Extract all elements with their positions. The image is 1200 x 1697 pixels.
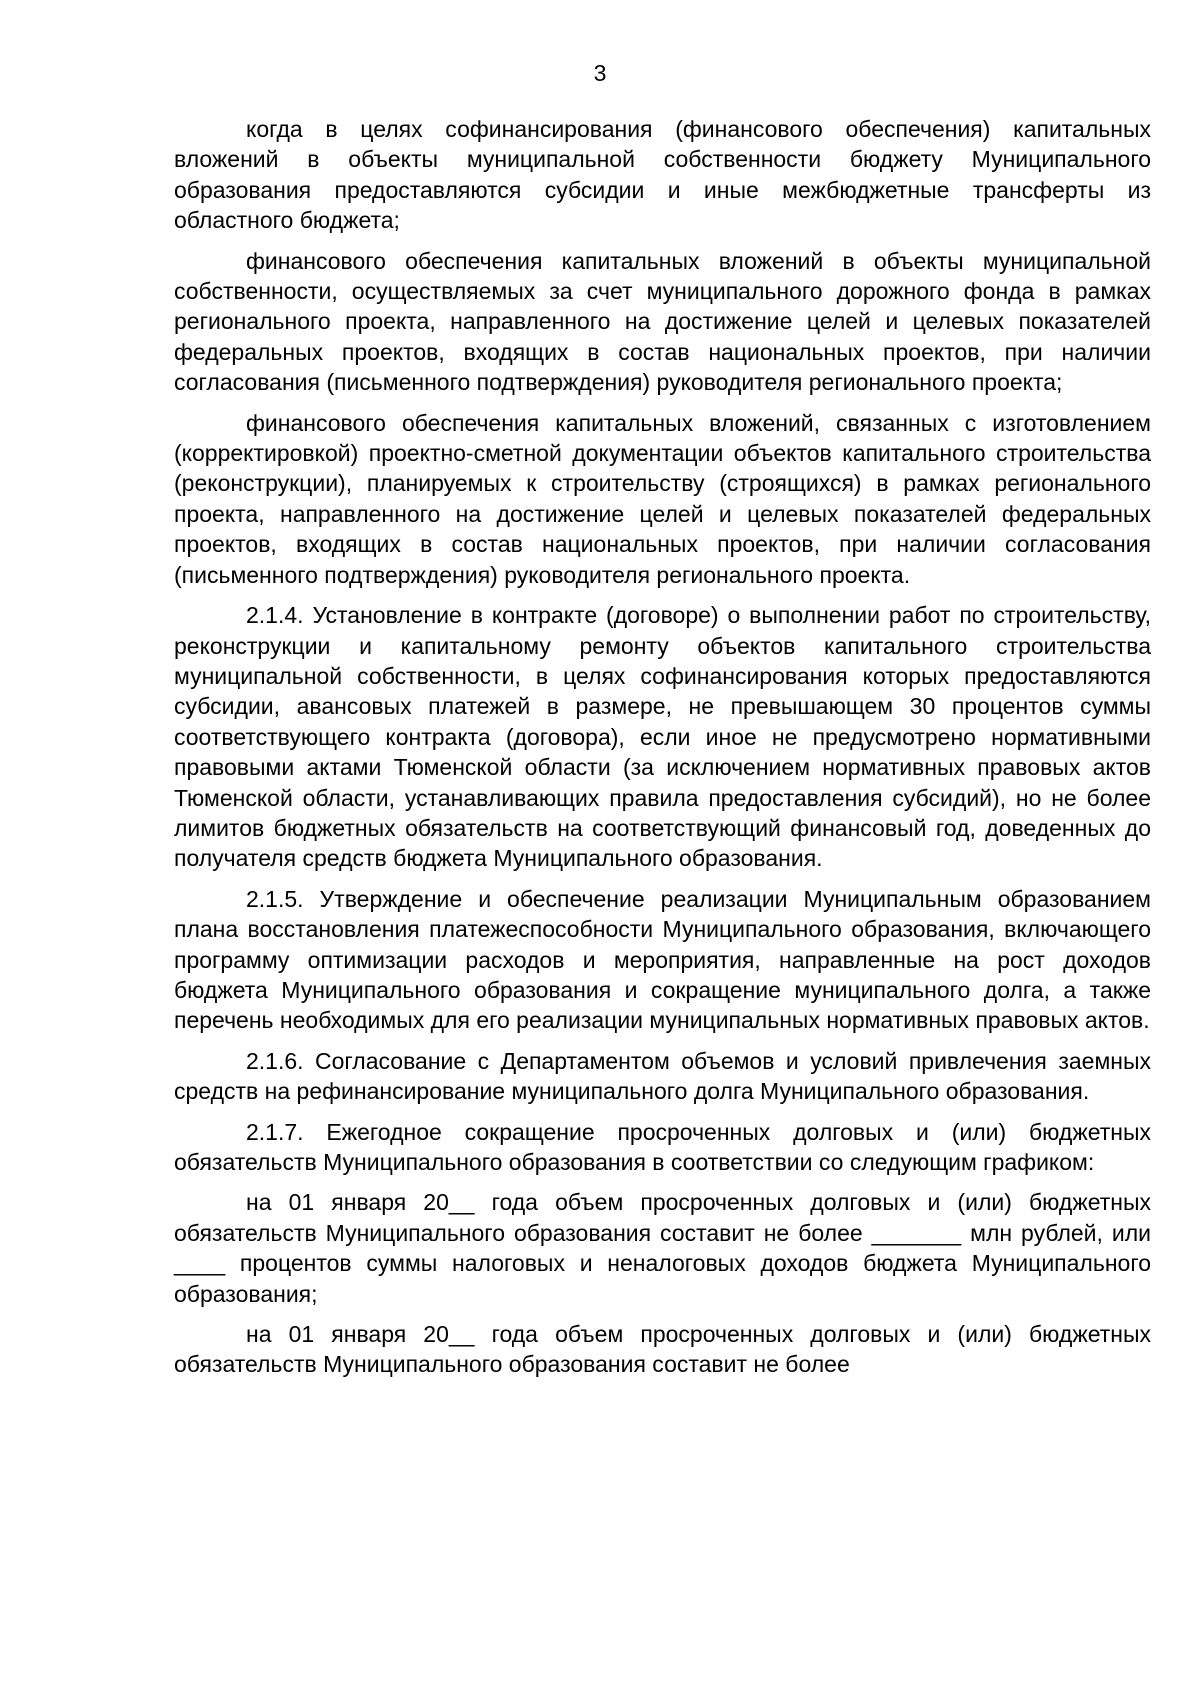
document-body xyxy=(174,114,1151,1390)
paragraph-schedule-item-2: на 01 января 20__ года объем просроченных долговых и (или) бюджетных обязательств Муниципального образования составит не более xyxy=(174,1321,1151,1378)
paragraph-2-1-6: 2.1.6. Согласование с Департаментом объемов и условий привлечения заемных средств на рефинансирование муниципального долга Муниципального образования. xyxy=(174,1047,1151,1105)
paragraph-cofinancing: когда в целях софинансирования (финансового обеспечения) капитальных вложений в объекты муниципальной собственности бюджету Муниципального образования предоставляются субсидии и иные межбюджетные трансферты из областного бюджета; xyxy=(174,116,1151,234)
paragraph-road-fund: финансового обеспечения капитальных вложений в объекты муниципальной собственности, осуществляемых за счет муниципального дорожного фонда в рамках регионального проекта, направленного на достижение целей и целевых показателей федеральных проектов, входящих в состав национальных проектов, при наличии согласования (письменного подтверждения) руководителя регионального проекта; xyxy=(174,247,1151,396)
paragraph-2-1-4: 2.1.4. Установление в контракте (договоре) о выполнении работ по строительству, реконструкции и капитальному ремонту объектов капитального строительства муниципальной собственности, в целях софинансирования которых предоставляются субсидии, авансовых платежей в размере, не превышающем 30 процентов суммы соответствующего контракта (договора), если иное не предусмотрено нормативными правовыми актами Тюменской области (за исключением нормативных правовых актов Тюменской области, устанавливающих правила предоставления субсидий), но не более лимитов бюджетных обязательств на соответствующий финансовый год, доведенных до получателя средств бюджета Муниципального образования. xyxy=(174,602,1151,872)
paragraph-2-1-5: 2.1.5. Утверждение и обеспечение реализации Муниципальным образованием плана восстановления платежеспособности Муниципального образования, включающего программу оптимизации расходов и мероприятия, направленные на рост доходов бюджета Муниципального образования и сокращение муниципального долга, а также перечень необходимых для его реализации муниципальных нормативных правовых актов. xyxy=(174,885,1151,1034)
paragraph-design-documentation: финансового обеспечения капитальных вложений, связанных с изготовлением (корректировкой) проектно-сметной документации объектов капитального строительства (реконструкции), планируемых к строительству (строящихся) в рамках регионального проекта, направленного на достижение целей и целевых показателей федеральных проектов, входящих в состав национальных проектов, при наличии согласования (письменного подтверждения) руководителя регионального проекта. xyxy=(174,409,1151,588)
paragraph-2-1-7: 2.1.7. Ежегодное сокращение просроченных долговых и (или) бюджетных обязательств Муниципального образования в соответствии со следующим графиком: xyxy=(174,1118,1151,1175)
paragraph-schedule-item-1: на 01 января 20__ года объем просроченных долговых и (или) бюджетных обязательств Муниципального образования составит не более _______ млн рублей, или ____ процентов суммы налоговых и неналоговых доходов бюджета Муниципального образования; xyxy=(174,1189,1151,1307)
page-number: 3 xyxy=(593,60,607,86)
